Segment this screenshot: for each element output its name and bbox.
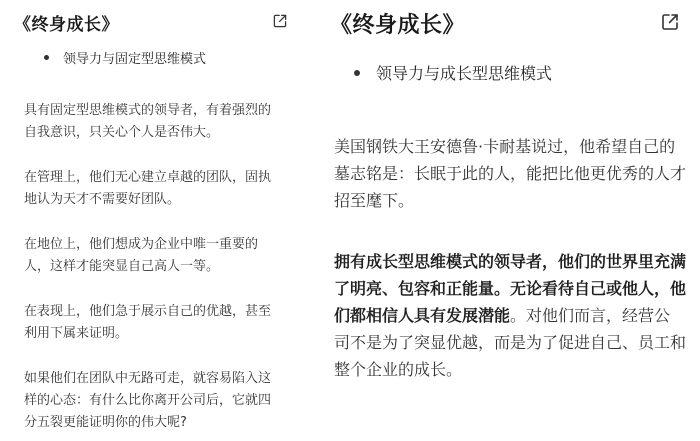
paragraph: 如果他们在团队中无路可走，就容易陷入这样的心态：有什么比你离开公司后，它就四分五裂更能证明你的伟大呢? xyxy=(24,371,272,430)
section-heading-text: 领导力与成长型思维模式 xyxy=(376,64,553,83)
bullet-icon xyxy=(354,70,360,76)
paragraph: 在地位上，他们想成为企业中唯一重要的人，这样才能突显自己高人一等。 xyxy=(24,237,259,274)
section-heading-text: 领导力与固定型思维模式 xyxy=(63,52,207,67)
bullet-icon xyxy=(44,55,49,60)
article-title: 《终身成长》 xyxy=(330,13,466,38)
left-article-panel xyxy=(0,0,302,441)
paragraph: 在管理上，他们无心建立卓越的团队，固执地认为天才不需要好团队。 xyxy=(24,170,272,207)
bold-text: 拥有成长型思维模式的领导者，他们的世界里充满了明亮、包容和正能量。无论看待自己或他人，他们都相信人具有发展潜能 xyxy=(334,252,687,325)
share-icon[interactable] xyxy=(660,12,680,32)
section-heading xyxy=(354,61,552,84)
paragraph: 美国钢铁大王安德鲁·卡耐基说过，他希望自己的墓志铭是：长眠于此的人，能把比他更优秀的人才招至麾下。 xyxy=(334,137,687,210)
section-heading xyxy=(44,48,206,67)
article-title: 《终身成长》 xyxy=(14,15,119,35)
paragraph: 具有固定型思维模式的领导者，有着强烈的自我意识，只关心个人是否伟大。 xyxy=(24,103,272,140)
paragraph: 在表现上，他们急于展示自己的优越，甚至利用下属来证明。 xyxy=(24,304,272,341)
right-article-panel xyxy=(314,0,700,441)
paragraph-text: 。对他们而言，经营公司不是为了突显优越，而是为了促进自己、员工和整个企业的成长。 xyxy=(334,306,687,379)
paragraph xyxy=(334,248,686,383)
share-icon[interactable] xyxy=(272,13,288,29)
